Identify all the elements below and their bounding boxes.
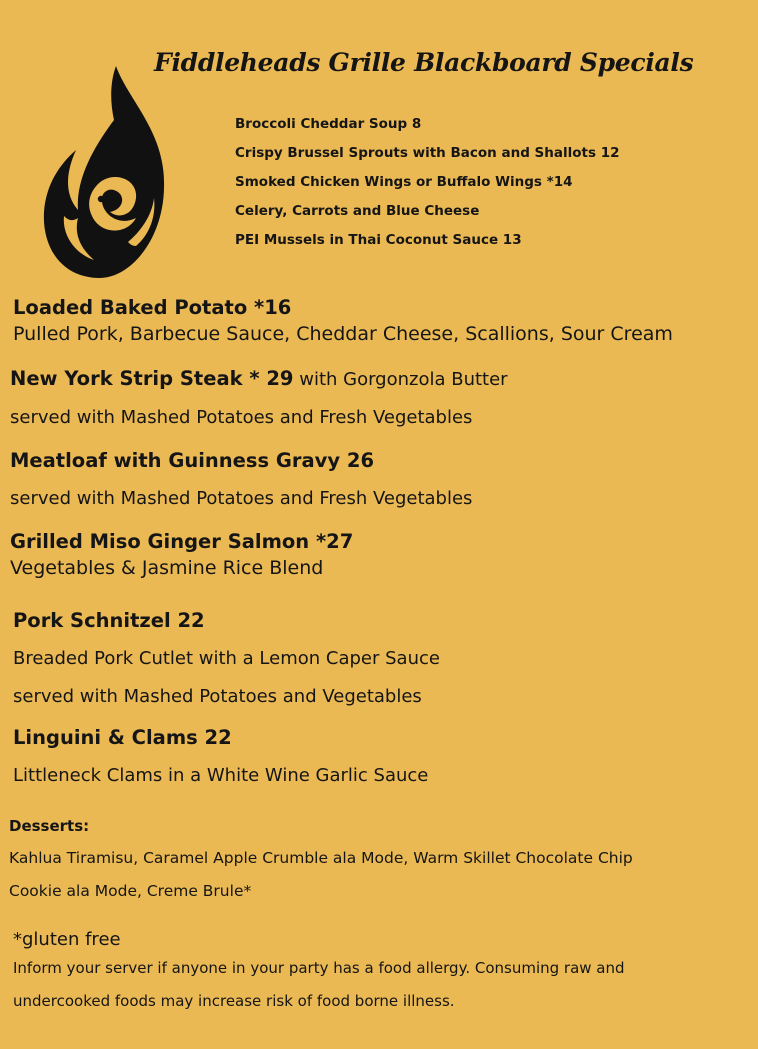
dish-schnitzel-desc2: served with Mashed Potatoes and Vegetables	[13, 686, 422, 707]
gluten-free-note: *gluten free	[13, 929, 121, 950]
dish-steak-name: New York Strip Steak * 29	[10, 367, 294, 390]
list-item: Smoked Chicken Wings or Buffalo Wings *14	[235, 174, 573, 190]
dish-salmon-name: Grilled Miso Ginger Salmon *27	[10, 530, 354, 553]
flame-icon	[40, 66, 170, 280]
dish-steak-with: with Gorgonzola Butter	[293, 369, 508, 390]
dish-salmon-desc: Vegetables & Jasmine Rice Blend	[10, 557, 324, 579]
dish-linguini-desc: Littleneck Clams in a White Wine Garlic Sauce	[13, 765, 429, 786]
menu-title: Fiddleheads Grille Blackboard Specials	[154, 48, 694, 77]
allergy-warning-1: Inform your server if anyone in your party has a food allergy. Consuming raw and	[13, 959, 625, 977]
desserts-heading: Desserts:	[9, 817, 90, 835]
allergy-warning-2: undercooked foods may increase risk of food borne illness.	[13, 992, 455, 1010]
list-item: Broccoli Cheddar Soup 8	[235, 116, 422, 132]
dish-schnitzel-desc: Breaded Pork Cutlet with a Lemon Caper Sauce	[13, 648, 440, 669]
dish-schnitzel-name: Pork Schnitzel 22	[13, 609, 205, 632]
list-item: Celery, Carrots and Blue Cheese	[235, 203, 480, 219]
list-item: PEI Mussels in Thai Coconut Sauce 13	[235, 232, 522, 248]
dish-steak-desc: served with Mashed Potatoes and Fresh Vegetables	[10, 407, 473, 428]
dish-potato-name: Loaded Baked Potato *16	[13, 296, 292, 319]
dish-meatloaf-desc: served with Mashed Potatoes and Fresh Vegetables	[10, 488, 473, 509]
list-item: Crispy Brussel Sprouts with Bacon and Shallots 12	[235, 145, 620, 161]
desserts-line-1: Kahlua Tiramisu, Caramel Apple Crumble ala Mode, Warm Skillet Chocolate Chip	[9, 849, 633, 867]
dish-linguini-name: Linguini & Clams 22	[13, 726, 232, 749]
dish-potato-desc: Pulled Pork, Barbecue Sauce, Cheddar Cheese, Scallions, Sour Cream	[13, 323, 673, 345]
desserts-line-2: Cookie ala Mode, Creme Brule*	[9, 882, 252, 900]
starters-list	[235, 114, 620, 259]
dish-steak-heading	[10, 367, 508, 390]
dish-meatloaf-name: Meatloaf with Guinness Gravy 26	[10, 449, 375, 472]
